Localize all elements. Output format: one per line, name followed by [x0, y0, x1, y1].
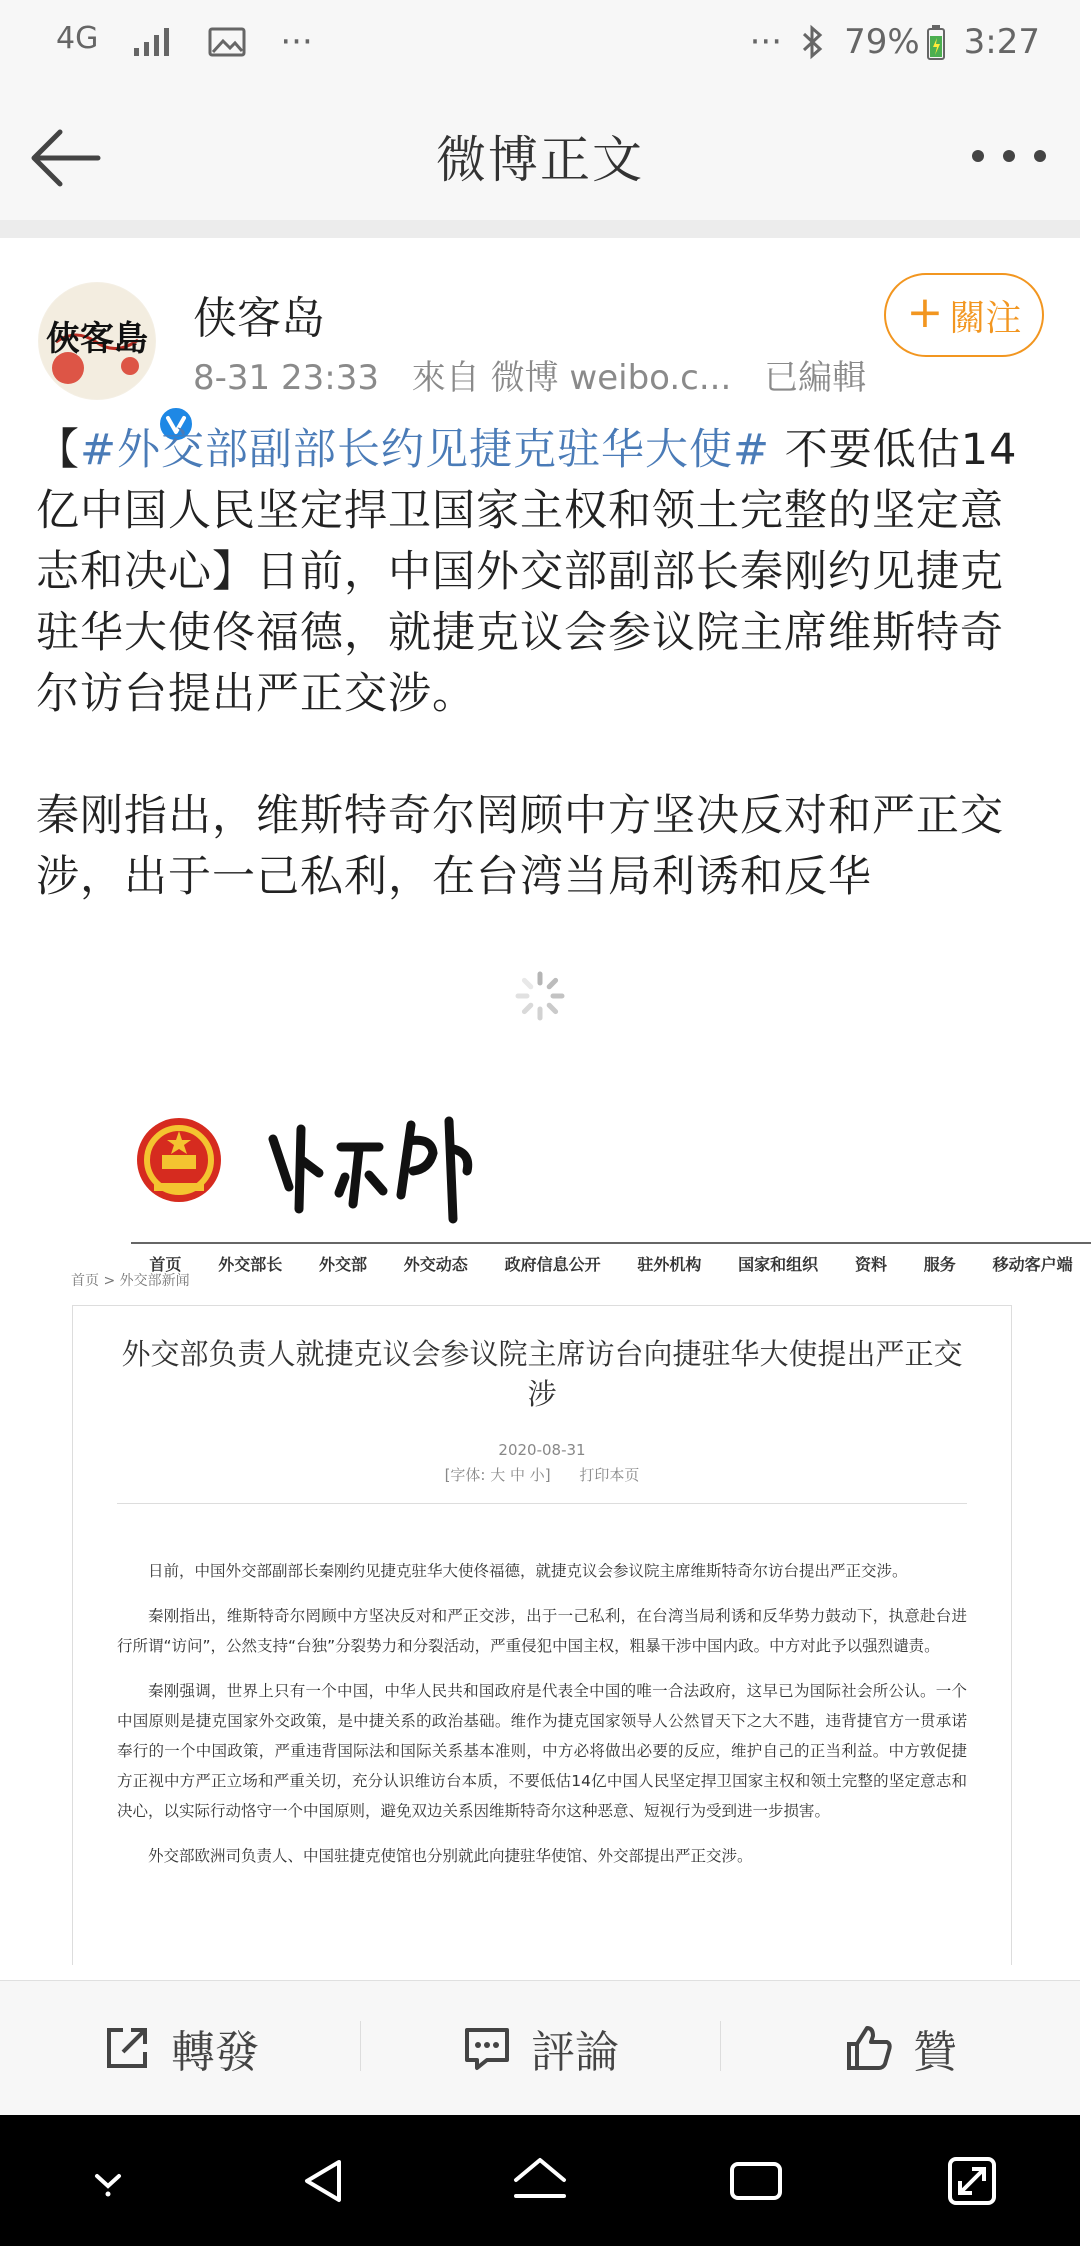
- edited-label[interactable]: 已編輯: [764, 358, 867, 398]
- thumbs-up-icon: [843, 2022, 895, 2074]
- repost-label: 轉發: [171, 2027, 259, 2078]
- follow-button[interactable]: [884, 273, 1044, 357]
- follow-label: 關注: [949, 297, 1022, 339]
- battery-icon: [926, 24, 946, 60]
- comment-button[interactable]: [360, 1981, 720, 2115]
- more-status: ···: [749, 22, 783, 62]
- mfa-article-title: 外交部负责人就捷克议会参议院主席访台向捷驻华大使提出严正交涉: [121, 1337, 963, 1411]
- like-button[interactable]: [720, 1981, 1080, 2115]
- post-paragraph: [36, 420, 1046, 725]
- mfa-nav-item: 外交部: [318, 1254, 367, 1274]
- bracket-open: 【: [36, 425, 80, 475]
- mfa-print: 打印本页: [579, 1466, 640, 1484]
- mfa-calligraphy-logo: [261, 1109, 481, 1229]
- mfa-nav-item: 服务: [923, 1254, 956, 1274]
- expand-button[interactable]: [937, 2146, 1007, 2216]
- avatar[interactable]: [38, 282, 156, 400]
- mfa-nav-bar: [131, 1242, 1091, 1282]
- plus-icon: +: [906, 287, 944, 338]
- post-source[interactable]: 來自 微博 weibo.c...: [411, 358, 732, 398]
- comment-label: 評論: [531, 2027, 619, 2078]
- comment-icon: [461, 2022, 513, 2074]
- like-label: 贊: [913, 2027, 957, 2078]
- page-title: 微博正文: [436, 131, 644, 189]
- signal-icon: [132, 26, 174, 58]
- image-icon: [208, 26, 246, 58]
- mfa-paragraph: 秦刚指出，维斯特奇尔罔顾中方坚决反对和严正交涉，出于一己私利，在台湾当局利诱和反华势力鼓动下，执意赴台进行所谓“访问”，公然支持“台独”分裂势力和分裂活动，严重侵犯中国主权，粗暴干涉中国内政。中方对此予以强烈谴责。: [117, 1607, 967, 1655]
- mfa-paragraph: 日前，中国外交部副部长秦刚约见捷克驻华大使佟福德，就捷克议会参议院主席维斯特奇尔访台提出严正交涉。: [148, 1562, 908, 1580]
- author-header: [0, 238, 1080, 408]
- expand-icon: [946, 2155, 998, 2207]
- topic-link[interactable]: #外交部副部长约见捷克驻华大使#: [80, 425, 771, 475]
- post-paragraph: 秦刚指出，维斯特奇尔罔顾中方坚决反对和严正交涉，出于一己私利，在台湾当局利诱和反华: [36, 791, 1004, 902]
- more-options-icon[interactable]: [964, 126, 1054, 186]
- nav-divider: [0, 220, 1080, 238]
- post-time: 8-31 23:33: [193, 358, 379, 398]
- mfa-nav-item: 驻外机构: [637, 1254, 702, 1274]
- battery-percent: 79%: [844, 22, 920, 62]
- mfa-nav-item: 外交动态: [403, 1254, 468, 1274]
- mfa-font-size: [字体: 大 中 小]: [444, 1466, 551, 1484]
- back-triangle-icon: [297, 2154, 351, 2208]
- mfa-nav-item: 移动客户端: [992, 1254, 1073, 1274]
- mfa-paragraph: 外交部欧洲司负责人、中国驻捷克使馆也分别就此向捷驻华使馆、外交部提出严正交涉。: [148, 1847, 753, 1865]
- mfa-article-tools: [73, 1464, 1011, 1485]
- mfa-article: [72, 1305, 1012, 1965]
- recents-icon: [728, 2156, 784, 2206]
- top-nav: [0, 90, 1080, 220]
- chevron-down-icon: [83, 2156, 133, 2206]
- system-back-button[interactable]: [289, 2146, 359, 2216]
- post-meta: [193, 350, 888, 399]
- post-paragraph-text: 不要低估14亿中国人民坚定捍卫国家主权和领土完整的坚定意志和决心】日前，中国外交部副部长秦刚约见捷克驻华大使佟福德，就捷克议会参议院主席维斯特奇尔访台提出严正交涉。: [36, 425, 1018, 719]
- post-image[interactable]: [36, 1075, 1073, 1945]
- mfa-header: [96, 1095, 1073, 1295]
- repost-button[interactable]: [0, 1981, 360, 2115]
- system-recents-button[interactable]: [721, 2146, 791, 2216]
- share-icon: [101, 2022, 153, 2074]
- post-text: [36, 420, 1046, 969]
- system-nav-bar: [0, 2115, 1080, 2246]
- hide-keyboard-button[interactable]: [73, 2146, 143, 2216]
- mfa-article-date: 2020-08-31: [498, 1441, 586, 1459]
- mfa-article-body: [117, 1556, 967, 1886]
- more-notifications: ···: [280, 22, 313, 62]
- mfa-nav-item: 政府信息公开: [504, 1254, 601, 1274]
- avatar-text: 俠客島: [46, 319, 148, 359]
- network-indicator: 4G: [56, 20, 99, 56]
- mfa-nav-item: 首页: [149, 1254, 182, 1274]
- mfa-nav-item: 国家和组织: [738, 1254, 819, 1274]
- bluetooth-icon: [800, 24, 826, 60]
- mfa-paragraph: 秦刚强调，世界上只有一个中国，中华人民共和国政府是代表全中国的唯一合法政府，这早已为国际社会所公认。一个中国原则是捷克国家外交政策，是中捷关系的政治基础。维作为捷克国家领导人公然冒天下之大不韪，违背捷官方一贯承诺奉行的一个中国政策，严重违背国际法和国际关系基本准则，中方必将做出必要的反应，维护自己的正当利益。中方敦促捷方正视中方严正立场和严重关切，充分认识维访台本质，不要低估14亿中国人民坚定捍卫国家主权和领土完整的坚定意志和决心，以实际行动恪守一个中国原则，避免双边关系因维斯特奇尔这种恶意、短视行为受到进一步损害。: [117, 1682, 967, 1820]
- system-home-button[interactable]: [505, 2146, 575, 2216]
- clock: 3:27: [963, 22, 1040, 62]
- status-bar: [0, 0, 1080, 90]
- home-icon: [510, 2154, 570, 2208]
- action-bar: [0, 1980, 1080, 2115]
- mfa-breadcrumb: 首页 > 外交部新闻: [71, 1273, 190, 1289]
- loading-spinner-icon: [514, 970, 566, 1022]
- mfa-nav-item: 资料: [854, 1254, 887, 1274]
- mfa-nav-item: 外交部长: [218, 1254, 283, 1274]
- national-emblem-icon: [134, 1115, 224, 1205]
- author-name[interactable]: 侠客岛: [193, 293, 325, 344]
- mfa-divider: [117, 1503, 967, 1504]
- avatar-logo: [38, 282, 156, 400]
